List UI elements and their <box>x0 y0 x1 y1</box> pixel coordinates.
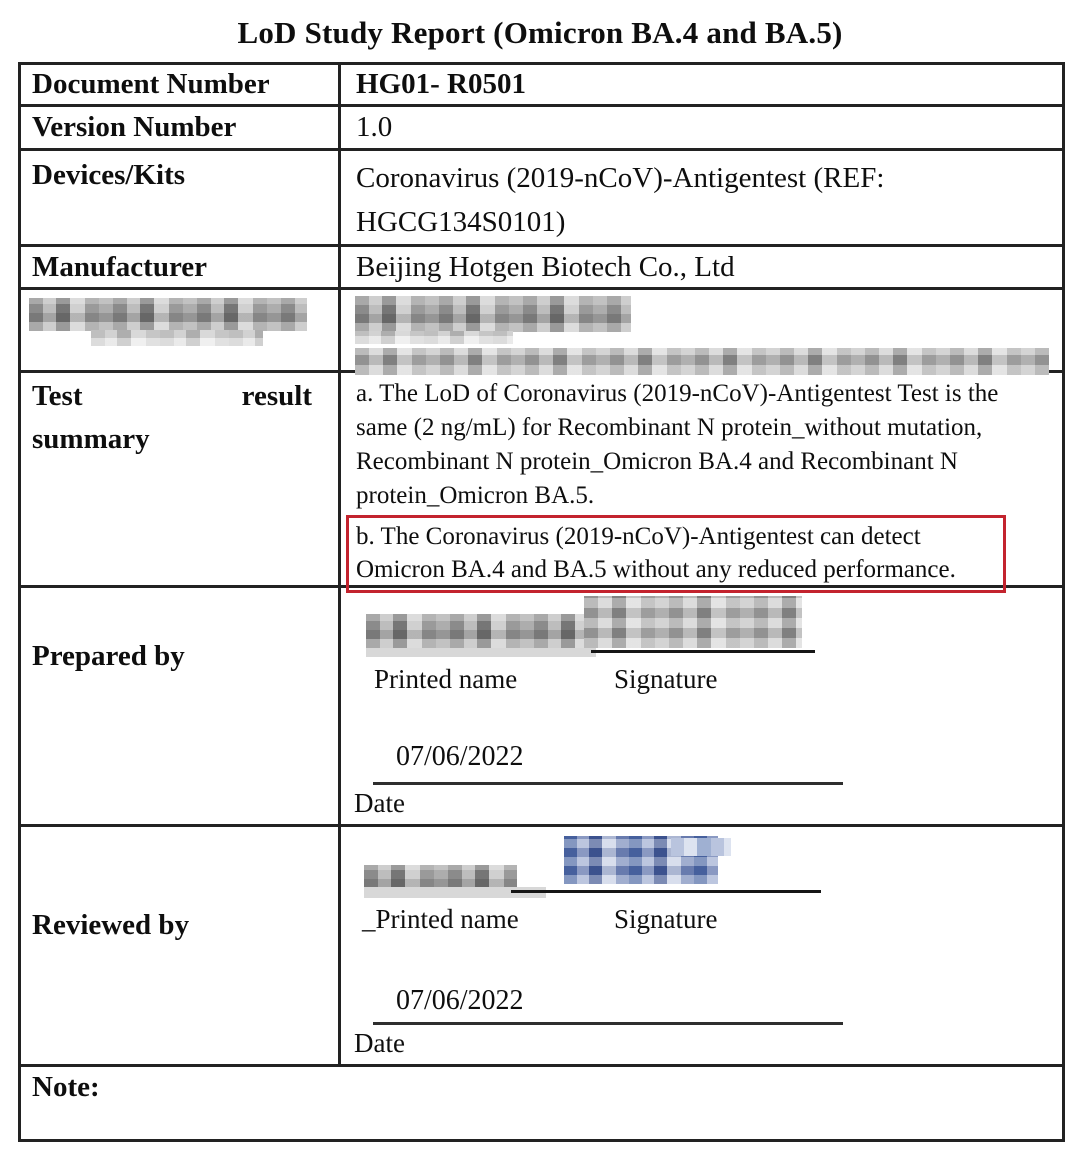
devices-kits-line-2: HGCG134S0101) <box>356 206 566 238</box>
row-devices-kits <box>20 150 1064 246</box>
printed-name-label: _Printed name <box>362 904 519 934</box>
label-manufacturer: Manufacturer <box>20 246 340 289</box>
report-table <box>18 62 1065 1142</box>
row-note <box>20 1066 1064 1141</box>
value-manufacturer: Beijing Hotgen Biotech Co., Ltd <box>340 246 1064 289</box>
label-version-number: Version Number <box>20 106 340 150</box>
date-line <box>373 1022 843 1025</box>
redacted-prepared-signature-mosaic <box>584 596 802 648</box>
summary-value-cell <box>340 372 1064 587</box>
highlight-box <box>346 515 1006 593</box>
prepared-by-text: Prepared by <box>32 640 185 672</box>
redacted-value-line1-mosaic-light <box>355 331 513 344</box>
label-prepared-by <box>20 587 340 826</box>
signature-line <box>511 890 821 893</box>
printed-name-label: Printed name <box>374 664 518 694</box>
redacted-reviewed-signature-mosaic-light <box>671 838 731 856</box>
redacted-label-cell <box>20 289 340 372</box>
date-line <box>373 782 843 785</box>
row-redacted-info <box>20 289 1064 372</box>
reviewed-date-value: 07/06/2022 <box>396 985 524 1016</box>
date-label: Date <box>354 1028 405 1058</box>
row-prepared-by <box>20 587 1064 826</box>
row-test-result-summary <box>20 372 1064 587</box>
summary-label-line2: summary <box>32 423 150 455</box>
signature-label: Signature <box>614 904 718 934</box>
label-document-number: Document Number <box>20 64 340 106</box>
row-reviewed-by <box>20 826 1064 1066</box>
date-label: Date <box>354 788 405 818</box>
prepared-signature-cell <box>340 587 1064 826</box>
row-manufacturer <box>20 246 1064 289</box>
summary-label-line1 <box>32 380 312 413</box>
devices-kits-line-1: Coronavirus (2019-nCoV)-Antigentest (REF: <box>356 162 885 194</box>
page-title: LoD Study Report (Omicron BA.4 and BA.5) <box>237 15 843 50</box>
label-devices-kits: Devices/Kits <box>20 150 340 246</box>
signature-label: Signature <box>614 664 718 694</box>
redacted-prepared-name-mosaic <box>366 614 596 648</box>
reviewed-by-text: Reviewed by <box>32 909 190 941</box>
summary-label-word-result: result <box>241 380 312 412</box>
value-version-number: 1.0 <box>340 106 1064 150</box>
note-label: Note: <box>20 1066 1064 1141</box>
redacted-label-mosaic-light <box>91 330 263 346</box>
signature-line <box>591 650 815 653</box>
value-devices-kits <box>340 150 1064 246</box>
value-document-number: HG01- R0501 <box>340 64 1064 106</box>
label-test-result-summary <box>20 372 340 587</box>
redacted-value-cell <box>340 289 1064 372</box>
summary-item-b: b. The Coronavirus (2019-nCoV)-Antigentest can detect Omicron BA.4 and BA.5 without any reduced performance. <box>356 523 956 583</box>
redacted-value-line1-mosaic <box>355 296 631 332</box>
label-reviewed-by <box>20 826 340 1066</box>
summary-label-word-test: Test <box>32 380 83 412</box>
reviewed-signature-cell <box>340 826 1064 1066</box>
row-version-number <box>20 106 1064 150</box>
summary-item-a: a. The LoD of Coronavirus (2019-nCoV)-Antigentest Test is the same (2 ng/mL) for Recombinant N protein_without mutation, Recombinant N protein_Omicron BA.4 and Recombinant N protein_Omicron BA.5. <box>356 380 999 509</box>
redacted-label-mosaic <box>29 298 307 331</box>
row-document-number <box>20 64 1064 106</box>
prepared-date-value: 07/06/2022 <box>396 741 524 772</box>
